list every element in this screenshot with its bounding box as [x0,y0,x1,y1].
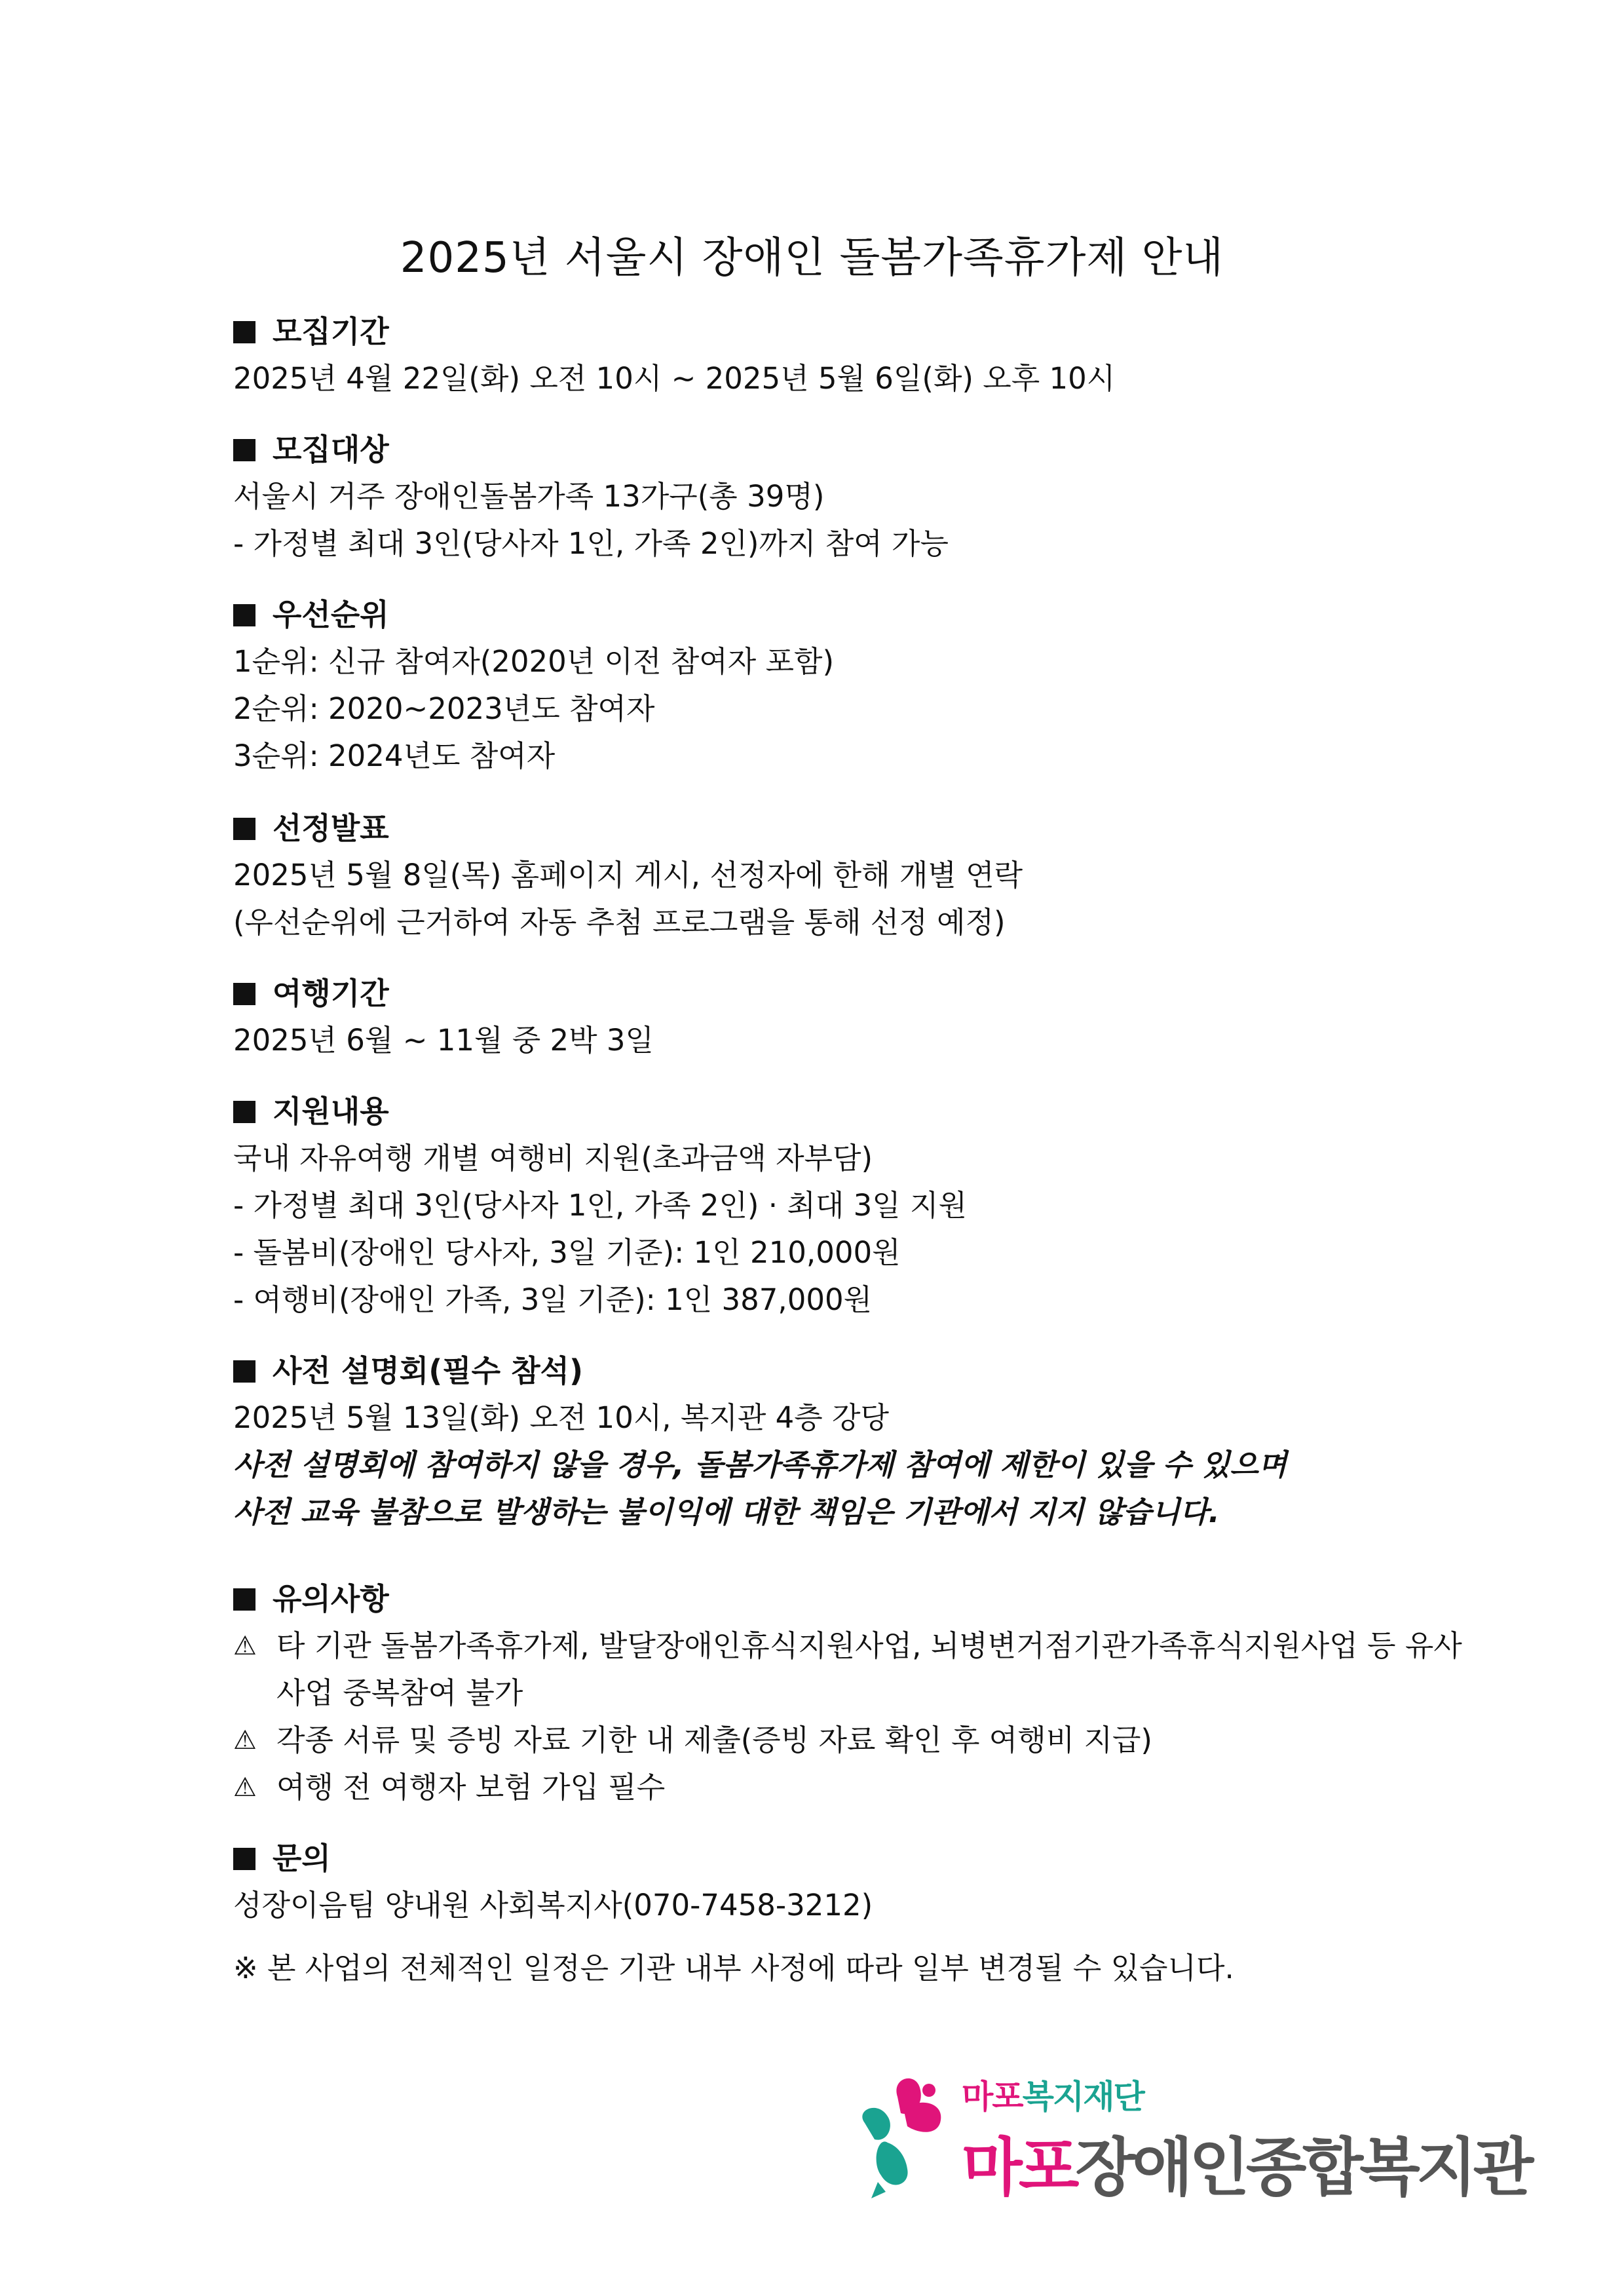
emphasis-line: 사전 교육 불참으로 발생하는 불이익에 대한 책임은 기관에서 지지 않습니다. [233,1495,1220,1529]
warning-icon: ⚠ [233,1725,257,1755]
text-line: 2025년 6월 ~ 11월 중 2박 3일 [233,1023,654,1058]
butterfly-logo-icon [852,2071,956,2202]
square-bullet-icon [233,321,255,343]
emphasis-line: 사전 설명회에 참여하지 않을 경우, 돌봄가족휴가제 참여에 제한이 있을 수 있으며 [233,1447,1287,1482]
section-travel-period [233,970,1478,1064]
section-heading: 우선순위 [233,591,1478,638]
note-item [233,1764,1478,1811]
text-line: 3순위: 2024년도 참여자 [233,738,556,773]
section-selection [233,805,1478,946]
warning-icon: ⚠ [233,1772,257,1803]
page-title: 2025년 서울시 장애인 돌봄가족휴가제 안내 [400,234,1224,282]
section-heading: 지원내용 [233,1088,1478,1135]
text-line: - 가정별 최대 3인(당사자 1인, 가족 2인) · 최대 3일 지원 [233,1188,967,1223]
note-text: 타 기관 돌봄가족휴가제, 발달장애인휴식지원사업, 뇌병변거점기관가족휴식지원사업 등 유사 사업 중복참여 불가 [276,1628,1462,1710]
text-line: - 가정별 최대 3인(당사자 1인, 가족 2인)까지 참여 가능 [233,526,949,561]
text-line: - 여행비(장애인 가족, 3일 기준): 1인 387,000원 [233,1282,873,1317]
section-priority [233,591,1478,780]
logo-center-name: 마포장애인종합복지관 [962,2131,1530,2204]
text-line: (우선순위에 근거하여 자동 추첨 프로그램을 통해 선정 예정) [233,905,1006,940]
section-orientation [233,1347,1478,1536]
section-notes [233,1575,1478,1811]
note-text: 여행 전 여행자 보험 가입 필수 [276,1770,666,1805]
section-heading: 선정발표 [233,805,1478,852]
section-recruit-target [233,426,1478,567]
section-heading: 모집기간 [233,308,1478,355]
section-recruit-period [233,308,1478,402]
square-bullet-icon [233,439,255,461]
logo-foundation-name: 마포복지재단 [962,2078,1144,2116]
text-line: 2025년 4월 22일(화) 오전 10시 ~ 2025년 5월 6일(화) 오후 10시 [233,361,1116,396]
section-inquiry [233,1835,1478,1929]
text-line: - 돌봄비(장애인 당사자, 3일 기준): 1인 210,000원 [233,1235,901,1270]
section-heading: 여행기간 [233,970,1478,1017]
note-text: 각종 서류 및 증빙 자료 기한 내 제출(증빙 자료 확인 후 여행비 지급) [276,1723,1152,1757]
text-line: 국내 자유여행 개별 여행비 지원(초과금액 자부담) [233,1141,873,1176]
square-bullet-icon [233,818,255,840]
section-heading: 문의 [233,1835,1478,1882]
text-line: 2순위: 2020~2023년도 참여자 [233,691,655,726]
text-line: 2025년 5월 8일(목) 홈페이지 게시, 선정자에 한해 개별 연락 [233,858,1023,892]
square-bullet-icon [233,1848,255,1870]
square-bullet-icon [233,983,255,1005]
organization-logo [852,2071,1530,2204]
text-line: 성장이음팀 양내원 사회복지사(070-7458-3212) [233,1888,873,1923]
text-line: 1순위: 신규 참여자(2020년 이전 참여자 포함) [233,644,834,679]
warning-icon: ⚠ [233,1631,257,1661]
section-heading: 모집대상 [233,426,1478,473]
square-bullet-icon [233,1101,255,1123]
section-heading: 유의사항 [233,1575,1478,1622]
square-bullet-icon [233,1360,255,1383]
note-item [233,1717,1478,1764]
footer-note: ※ 본 사업의 전체적인 일정은 기관 내부 사정에 따라 일부 변경될 수 있습니다. [233,1951,1234,1985]
section-heading: 사전 설명회(필수 참석) [233,1347,1478,1394]
section-support [233,1088,1478,1324]
text-line: 2025년 5월 13일(화) 오전 10시, 복지관 4층 강당 [233,1400,889,1435]
text-line: 서울시 거주 장애인돌봄가족 13가구(총 39명) [233,479,825,514]
square-bullet-icon [233,1588,255,1611]
note-item [233,1622,1478,1717]
square-bullet-icon [233,604,255,626]
